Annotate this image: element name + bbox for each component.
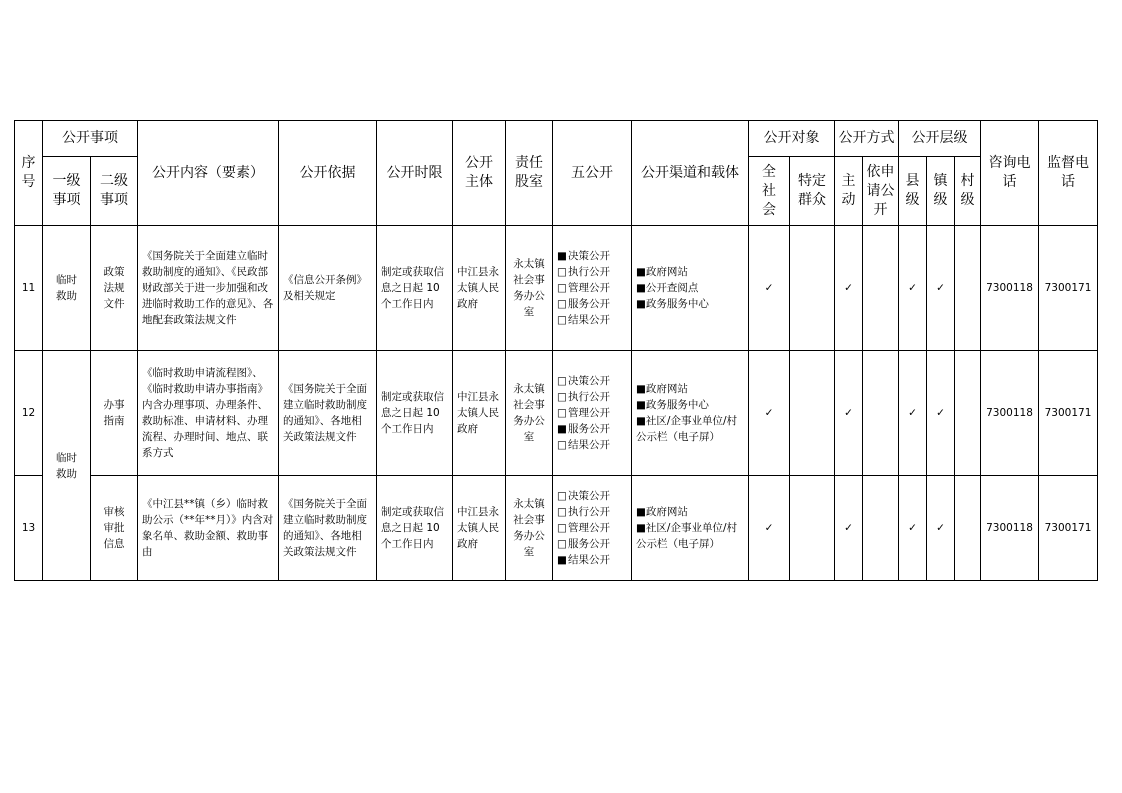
header-target-group: 公开对象	[749, 121, 835, 157]
header-method-active: 主动	[835, 157, 863, 226]
check-town: ✓	[927, 351, 955, 476]
five-option: □管理公开	[557, 282, 610, 294]
check-county: ✓	[899, 351, 927, 476]
header-level-village: 村级	[955, 157, 981, 226]
five-option: □管理公开	[557, 407, 610, 419]
row-supervise: 7300171	[1039, 351, 1098, 476]
five-option: □决策公开	[557, 375, 610, 387]
check-request	[863, 476, 899, 581]
channel-item: ■社区/企事业单位/村公示栏（电子屏）	[636, 415, 737, 443]
five-option: □决策公开	[557, 490, 610, 502]
header-supervise: 监督电话	[1039, 121, 1098, 226]
row-content: 《临时救助申请流程图》、《临时救助申请办事指南》内含办理事项、办理条件、救助标准、申请材料、办理流程、办理时间、地点、联系方式	[138, 351, 279, 476]
row-supervise: 7300171	[1039, 226, 1098, 351]
row-subject: 中江县永太镇人民政府	[453, 476, 506, 581]
header-seq: 序号	[15, 121, 43, 226]
channel-item: ■政府网站	[636, 266, 688, 278]
header-level-county: 县级	[899, 157, 927, 226]
row-dept: 永太镇社会事务办公室	[506, 476, 553, 581]
five-option: □服务公开	[557, 298, 610, 310]
table-row	[15, 476, 1098, 581]
row-dept: 永太镇社会事务办公室	[506, 351, 553, 476]
row-dept: 永太镇社会事务办公室	[506, 226, 553, 351]
check-request	[863, 226, 899, 351]
row-seq: 11	[15, 226, 43, 351]
row-time-limit: 制定或获取信息之日起 10 个工作日内	[377, 351, 453, 476]
header-target-specific: 特定群众	[790, 157, 835, 226]
five-option: ■结果公开	[557, 554, 610, 566]
five-option: □服务公开	[557, 538, 610, 550]
header-phone: 咨询电话	[981, 121, 1039, 226]
row-time-limit: 制定或获取信息之日起 10 个工作日内	[377, 476, 453, 581]
row-level1: 临时救助	[43, 351, 91, 581]
check-active: ✓	[835, 351, 863, 476]
channel-item: ■政府网站	[636, 506, 688, 518]
header-target-all: 全社会	[749, 157, 790, 226]
row-content: 《中江县**镇（乡）临时救助公示（**年**月）》内含对象名单、救助金额、救助事由	[138, 476, 279, 581]
header-level2: 二级事项	[91, 157, 138, 226]
table-row	[15, 226, 1098, 351]
check-county: ✓	[899, 226, 927, 351]
row-channels	[632, 351, 749, 476]
row-phone: 7300118	[981, 351, 1039, 476]
header-level1: 一级事项	[43, 157, 91, 226]
row-five-list	[553, 226, 632, 351]
check-county: ✓	[899, 476, 927, 581]
row-level2: 审核审批信息	[91, 476, 138, 581]
row-supervise: 7300171	[1039, 476, 1098, 581]
row-basis: 《国务院关于全面建立临时救助制度的通知》、各地相关政策法规文件	[279, 476, 377, 581]
disclosure-table	[14, 120, 1098, 581]
check-specific	[790, 226, 835, 351]
check-active: ✓	[835, 226, 863, 351]
five-option: □执行公开	[557, 266, 610, 278]
row-channels	[632, 226, 749, 351]
row-seq: 12	[15, 351, 43, 476]
row-five-list	[553, 476, 632, 581]
row-channels	[632, 476, 749, 581]
row-subject: 中江县永太镇人民政府	[453, 351, 506, 476]
check-village	[955, 351, 981, 476]
check-specific	[790, 351, 835, 476]
header-content: 公开内容（要素）	[138, 121, 279, 226]
header-level-town: 镇级	[927, 157, 955, 226]
channel-item: ■政务服务中心	[636, 298, 709, 310]
five-option: □结果公开	[557, 314, 610, 326]
row-level2: 政策法规文件	[91, 226, 138, 351]
row-level1: 临时救助	[43, 226, 91, 351]
header-five: 五公开	[553, 121, 632, 226]
row-level2: 办事指南	[91, 351, 138, 476]
header-dept: 责任股室	[506, 121, 553, 226]
check-town: ✓	[927, 476, 955, 581]
channel-item: ■政务服务中心	[636, 399, 709, 411]
check-town: ✓	[927, 226, 955, 351]
header-item-group: 公开事项	[43, 121, 138, 157]
five-option: ■决策公开	[557, 250, 610, 262]
five-option: □执行公开	[557, 506, 610, 518]
check-village	[955, 476, 981, 581]
check-all-society: ✓	[749, 351, 790, 476]
check-village	[955, 226, 981, 351]
table-row	[15, 351, 1098, 476]
row-time-limit: 制定或获取信息之日起 10 个工作日内	[377, 226, 453, 351]
five-option: □结果公开	[557, 439, 610, 451]
five-option: ■服务公开	[557, 423, 610, 435]
row-basis: 《国务院关于全面建立临时救助制度的通知》、各地相关政策法规文件	[279, 351, 377, 476]
row-subject: 中江县永太镇人民政府	[453, 226, 506, 351]
row-seq: 13	[15, 476, 43, 581]
header-channel: 公开渠道和载体	[632, 121, 749, 226]
row-five-list	[553, 351, 632, 476]
row-phone: 7300118	[981, 226, 1039, 351]
check-active: ✓	[835, 476, 863, 581]
header-basis: 公开依据	[279, 121, 377, 226]
row-phone: 7300118	[981, 476, 1039, 581]
row-content: 《国务院关于全面建立临时救助制度的通知》、《民政部 财政部关于进一步加强和改进临时救助工作的意见》、各地配套政策法规文件	[138, 226, 279, 351]
header-subject: 公开主体	[453, 121, 506, 226]
channel-item: ■社区/企事业单位/村公示栏（电子屏）	[636, 522, 737, 550]
channel-item: ■政府网站	[636, 383, 688, 395]
header-level-group: 公开层级	[899, 121, 981, 157]
check-all-society: ✓	[749, 476, 790, 581]
check-request	[863, 351, 899, 476]
channel-item: ■公开查阅点	[636, 282, 699, 294]
row-basis: 《信息公开条例》及相关规定	[279, 226, 377, 351]
five-option: □执行公开	[557, 391, 610, 403]
check-all-society: ✓	[749, 226, 790, 351]
header-time-limit: 公开时限	[377, 121, 453, 226]
header-method-request: 依申请公开	[863, 157, 899, 226]
check-specific	[790, 476, 835, 581]
five-option: □管理公开	[557, 522, 610, 534]
header-method-group: 公开方式	[835, 121, 899, 157]
